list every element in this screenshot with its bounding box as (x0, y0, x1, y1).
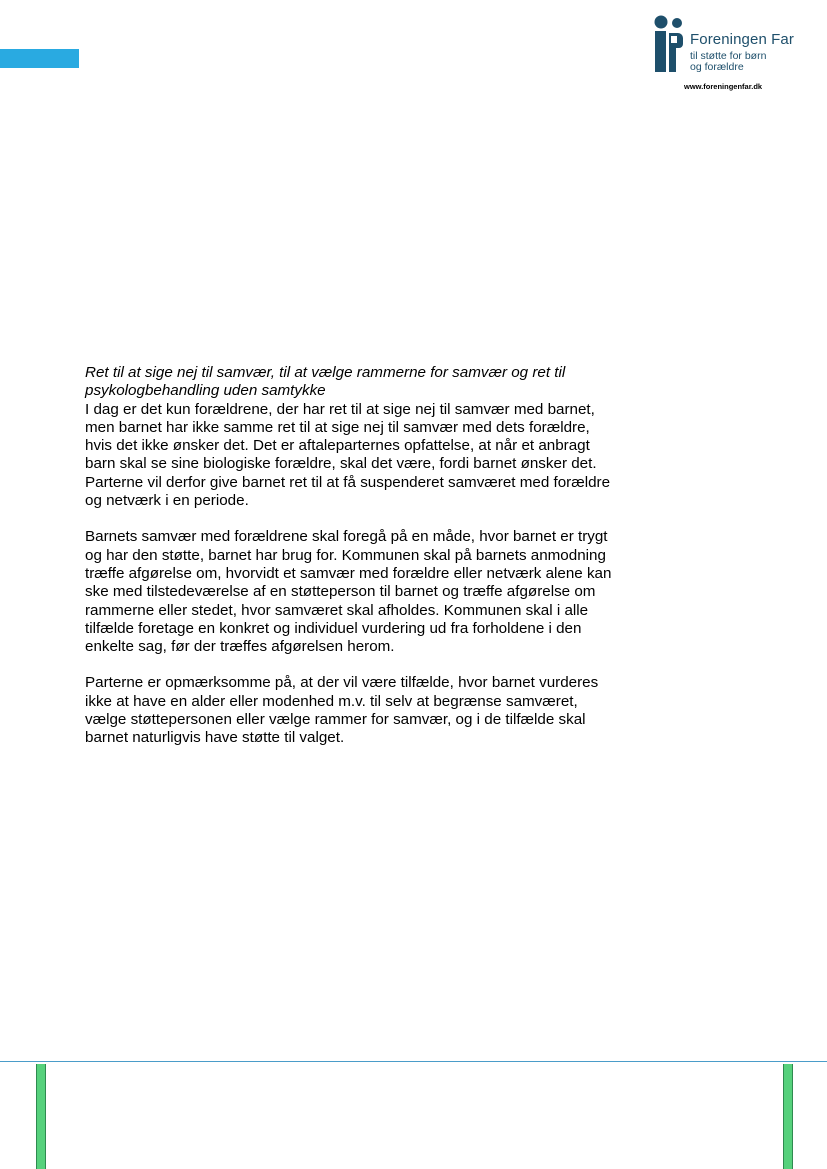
foreningen-far-logo (652, 15, 812, 95)
paragraph-line: men barnet har ikke samme ret til at sige nej til samvær med dets forældre, (85, 418, 590, 436)
logo-tagline-line: og forældre (690, 61, 744, 73)
paragraph-line: tilfælde foretage en konkret og individuel vurdering ud fra forholdene i den (85, 619, 582, 637)
family-figures-icon (652, 15, 686, 73)
paragraph-line: ikke at have en alder eller modenhed m.v. til selv at begrænse samværet, (85, 692, 578, 710)
footer-divider (0, 1061, 827, 1062)
logo-name: Foreningen Far (690, 31, 794, 48)
logo-tagline-line: til støtte for børn (690, 50, 767, 62)
footer-accent-bar-right (783, 1064, 793, 1169)
header-accent-bar (0, 49, 79, 68)
paragraph-line: træffe afgørelse om, hvorvidt et samvær med forældre eller netværk alene kan (85, 564, 612, 582)
section-title-line: psykologbehandling uden samtykke (85, 382, 326, 400)
paragraph-line: barn skal se sine biologiske forældre, skal det være, fordi barnet ønsker det. (85, 455, 597, 473)
paragraph-line: vælge støttepersonen eller vælge rammer for samvær, og i de tilfælde skal (85, 711, 586, 729)
logo-url: www.foreningenfar.dk (684, 82, 763, 91)
document-body (85, 364, 665, 766)
section-title-line: Ret til at sige nej til samvær, til at vælge rammerne for samvær og ret til (85, 364, 566, 381)
paragraph-line: hvis det ikke ønsker det. Det er aftaleparternes opfattelse, at når et anbragt (85, 437, 590, 455)
paragraph-line: Parterne vil derfor give barnet ret til at få suspenderet samværet med forældre (85, 473, 611, 491)
paragraph-line: Parterne er opmærksomme på, at der vil være tilfælde, hvor barnet vurderes (85, 674, 599, 692)
paragraph-line: I dag er det kun forældrene, der har ret til at sige nej til samvær med barnet, (85, 400, 595, 418)
paragraph-line: og har den støtte, barnet har brug for. Kommunen skal på barnets anmodning (85, 546, 606, 564)
paragraph-line: og netværk i en periode. (85, 492, 249, 510)
paragraph-3 (85, 674, 665, 747)
logo-tagline (690, 51, 766, 73)
paragraph-line: enkelte sag, før der træffes afgørelsen herom. (85, 638, 395, 656)
paragraph-2 (85, 528, 665, 656)
section-title (85, 364, 665, 401)
paragraph-line: barnet naturligvis have støtte til valget. (85, 729, 345, 747)
footer-accent-bar-left (36, 1064, 46, 1169)
paragraph-1 (85, 401, 665, 511)
paragraph-line: ske med tilstedeværelse af en støtteperson til barnet og træffe afgørelse om (85, 583, 596, 601)
paragraph-line: Barnets samvær med forældrene skal foregå på en måde, hvor barnet er trygt (85, 528, 608, 546)
paragraph-line: rammerne eller stedet, hvor samværet skal afholdes. Kommunen skal i alle (85, 601, 589, 619)
